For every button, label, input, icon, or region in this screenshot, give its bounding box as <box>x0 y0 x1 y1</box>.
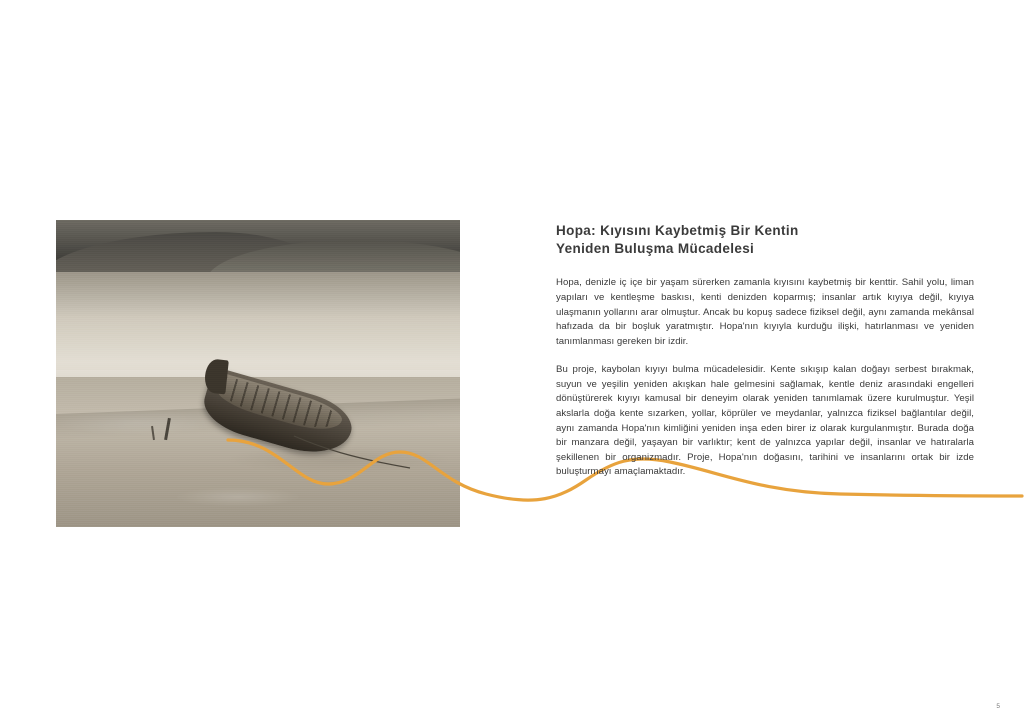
page-title <box>556 222 974 258</box>
page-title-line-1: Hopa: Kıyısını Kaybetmiş Bir Kentin <box>556 223 799 238</box>
hopa-shore-boat-photograph <box>56 220 460 527</box>
photo-mooring-rope <box>292 432 412 472</box>
page-number: 5 <box>996 703 1000 710</box>
page-title-line-2: Yeniden Buluşma Mücadelesi <box>556 241 755 257</box>
body-paragraph-1: Hopa, denizle iç içe bir yaşam sürerken zamanla kıyısını kaybetmiş bir kenttir. Sahil yolu, liman yapıları ve kentleşme baskısı, kenti denizden koparmış; insanlar artık kıyıya değil, kıyıya ulaşmanın yollarını arar olmuştur. Ancak bu kopuş sadece fiziksel değil, aynı zamanda mekânsal hafızada da bir boşluk yaratmıştır. Hopa'nın kıyıyla kurduğu ilişki, hatırlanması ve yeniden tanımlanması gereken bir izdir. <box>556 277 974 347</box>
article-text-column <box>556 222 974 480</box>
body-paragraph-2: Bu proje, kaybolan kıyıyı bulma mücadelesidir. Kente sıkışıp kalan doğayı serbest bırakmak, suyun ve yeşilin yeniden akışkan hale gelmesini sağlamak, kentle deniz arasındaki engelleri dönüştürerek kıyıyı kamusal bir deneyim olarak yeniden tanımlamak üzere kurulmuştur. Yeşil akslarla doğa kente sızarken, yollar, köprüler ve meydanlar, yalnızca fiziksel bağlantılar değil, aynı zamanda Hopa'nın kimliğini yeniden inşa eden birer iz olarak kurgulanmıştır. Burada doğa bir manzara değil, yaşayan bir varlıktır; kent de yalnızca yapılar değil, insanlar ve hatıralarla şekillenen bir organizmadır. Proje, Hopa'nın doğasını, tarihini ve insanlarını ortak bir izde buluşturmayı amaçlamaktadır. <box>556 364 974 478</box>
